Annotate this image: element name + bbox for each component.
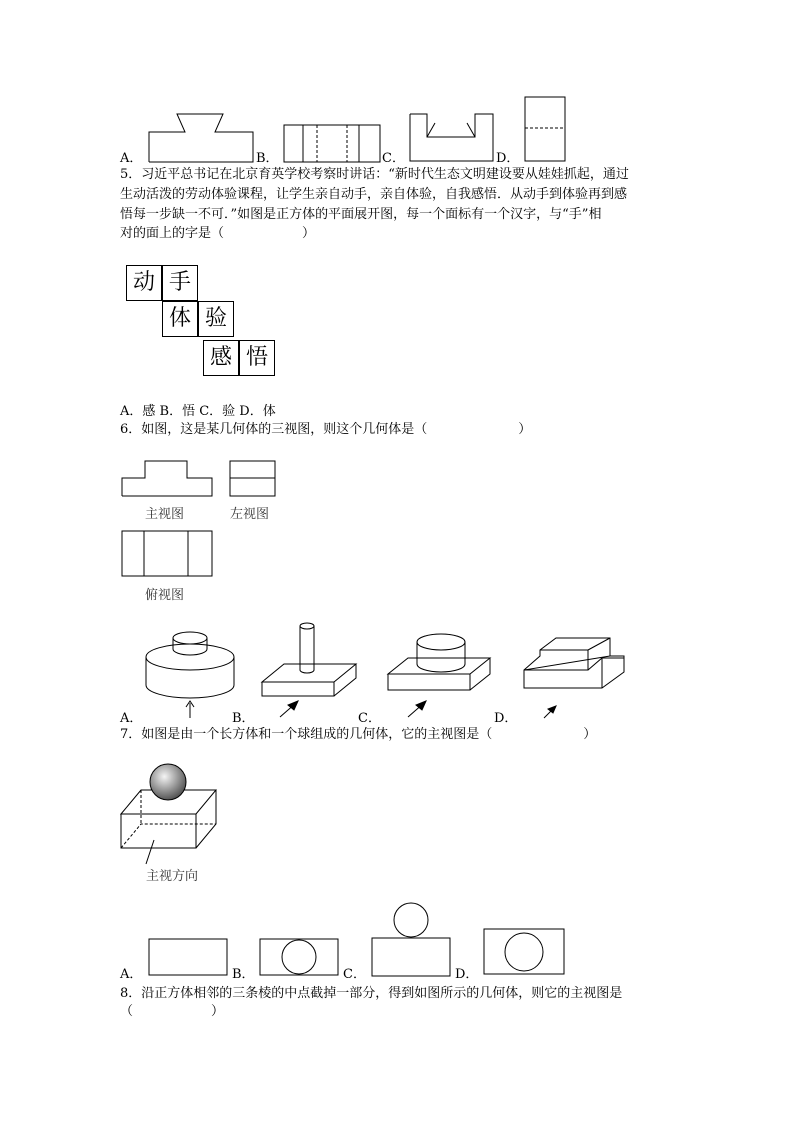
q5-stem-line-4: 对的面上的字是（ ）	[120, 226, 316, 241]
q7-solid-figure	[120, 760, 220, 870]
q5-options[interactable]: A．感 B．悟 C．验 D．体	[120, 404, 276, 419]
q6-stem: 6．如图，这是某几何体的三视图，则这个几何体是（ ）	[120, 422, 532, 437]
q7-option-b-label[interactable]: B．	[232, 967, 255, 982]
q7-stem: 7．如图是由一个长方体和一个球组成的几何体，它的主视图是（ ）	[120, 727, 597, 742]
q6-option-c-label[interactable]: C．	[358, 711, 381, 726]
net-cell-ti: 体	[162, 301, 198, 337]
q7-option-a-figure[interactable]	[148, 938, 230, 978]
q6-front-caption: 主视图	[145, 507, 185, 522]
q7-option-c-figure[interactable]	[371, 902, 453, 978]
q6-front-view	[121, 460, 215, 498]
q4-option-d-label[interactable]: D．	[496, 151, 520, 166]
q6-option-a-label[interactable]: A．	[120, 711, 143, 726]
q4-option-a-label[interactable]: A．	[120, 151, 143, 166]
q6-option-d-figure[interactable]	[520, 640, 626, 722]
q6-option-b-label[interactable]: B．	[232, 711, 255, 726]
q4-option-c-label[interactable]: C．	[382, 151, 405, 166]
q7-option-c-label[interactable]: C．	[343, 967, 366, 982]
q7-option-d-figure[interactable]	[483, 928, 567, 976]
net-cell-dong: 动	[126, 265, 162, 301]
q6-left-caption: 左视图	[230, 507, 270, 522]
q5-stem-line-3: 悟每一步缺一不可．”如图是正方体的平面展开图，每一个面标有一个汉字，与“手”相	[120, 207, 602, 222]
q4-option-b-label[interactable]: B．	[256, 151, 279, 166]
q6-option-a-figure[interactable]	[146, 630, 236, 722]
q7-direction-caption: 主视方向	[146, 869, 199, 884]
net-cell-yan: 验	[198, 301, 234, 337]
q6-top-view	[121, 530, 215, 578]
q4-option-b-figure[interactable]	[283, 124, 383, 164]
q6-option-b-figure[interactable]	[260, 620, 360, 720]
q6-top-caption: 俯视图	[145, 588, 185, 603]
q6-option-d-label[interactable]: D．	[494, 711, 518, 726]
q8-stem-line-2: （ ）	[120, 1004, 225, 1019]
q6-option-c-figure[interactable]	[386, 630, 496, 722]
q8-stem-line-1: 8．沿正方体相邻的三条棱的中点截掉一部分，得到如图所示的几何体，则它的主视图是	[120, 986, 623, 1001]
q6-left-view	[229, 460, 277, 498]
q7-option-d-label[interactable]: D．	[455, 967, 479, 982]
q4-option-d-figure[interactable]	[524, 96, 566, 164]
q5-stem-line-1: 5．习近平总书记在北京育英学校考察时讲话：“新时代生态文明建设要从娃娃抓起，通过	[120, 167, 629, 182]
net-cell-gan: 感	[203, 340, 239, 376]
q4-option-a-figure[interactable]	[147, 112, 257, 164]
q7-option-a-label[interactable]: A．	[120, 967, 143, 982]
q7-option-b-figure[interactable]	[259, 938, 341, 978]
q5-stem-line-2: 生动活泼的劳动体验课程，让学生亲自动手，亲自体验，自我感悟．从动手到体验再到感	[120, 187, 628, 202]
net-cell-shou: 手	[162, 265, 198, 301]
net-cell-wu: 悟	[239, 340, 275, 376]
q4-option-c-figure[interactable]	[409, 113, 495, 163]
